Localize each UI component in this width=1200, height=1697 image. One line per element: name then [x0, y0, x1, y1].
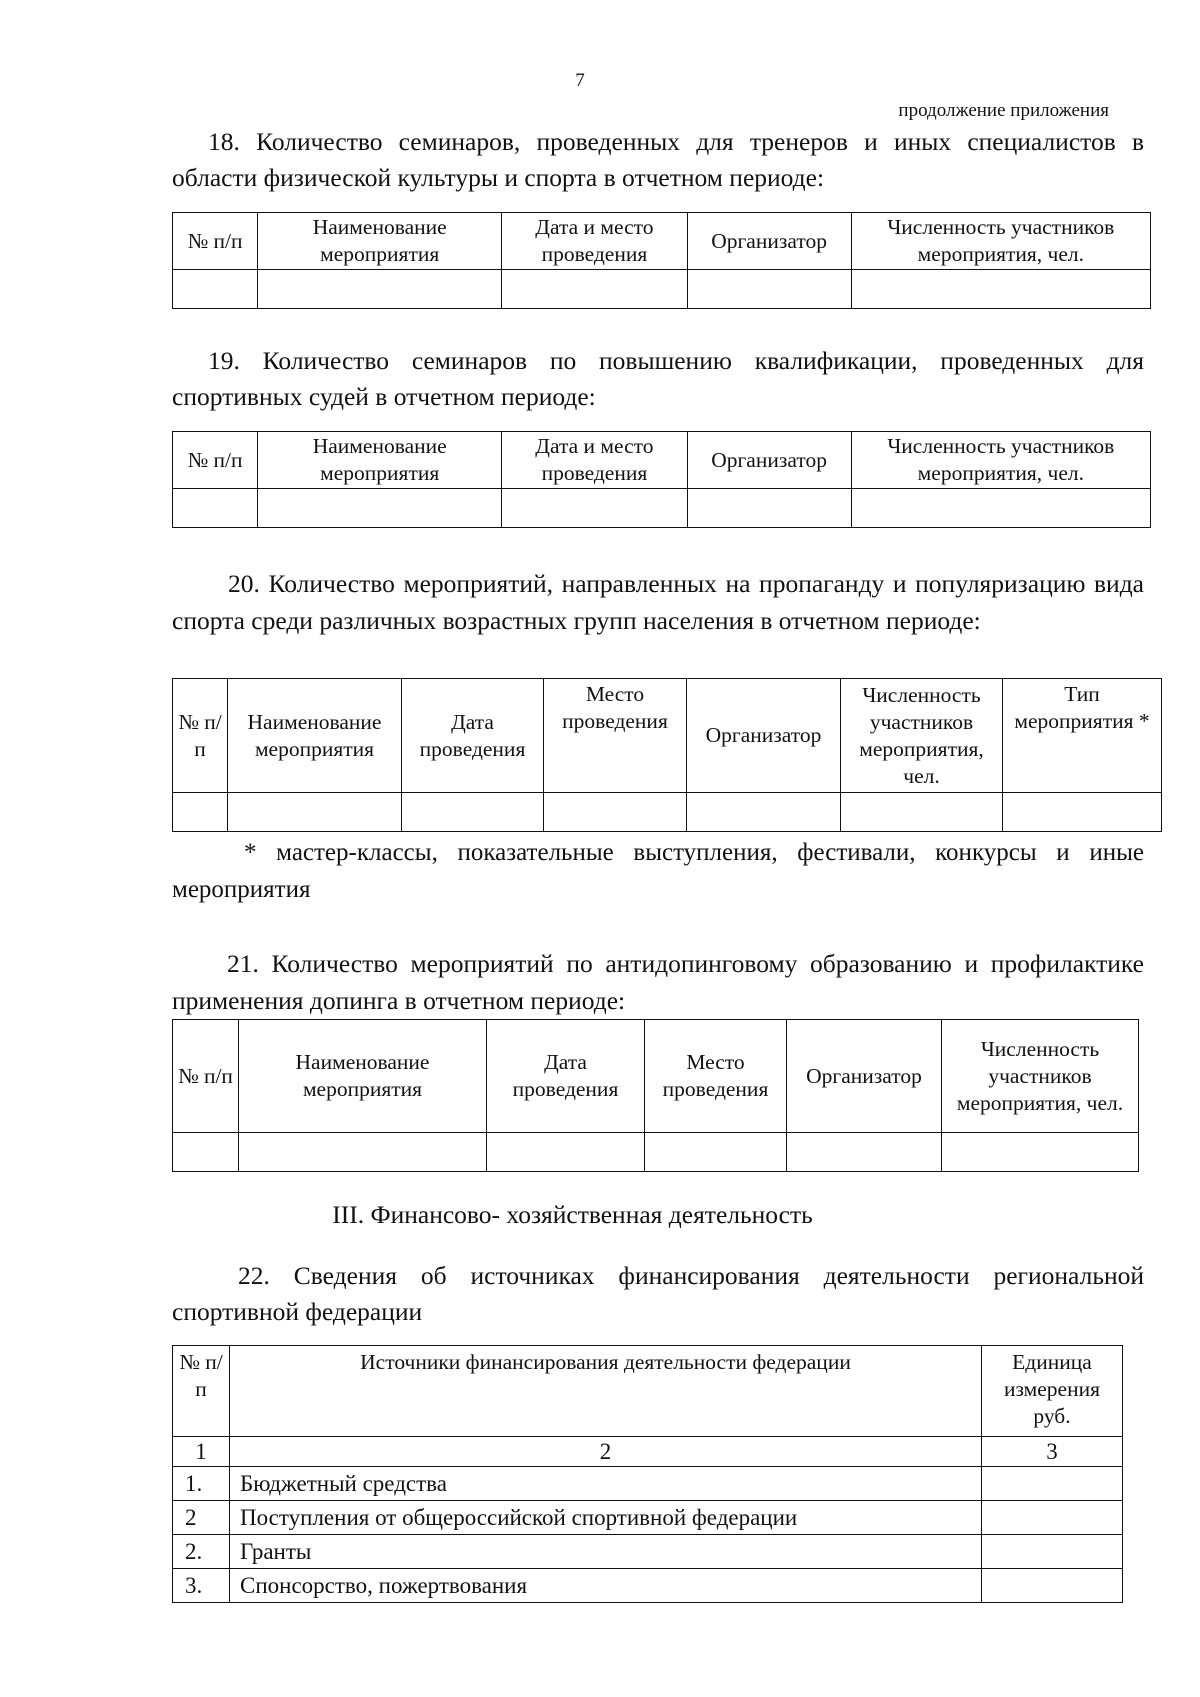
table-cell[interactable] — [228, 793, 402, 832]
section-20-footnote: * мастер-классы, показательные выступления, фестивали, конкурсы и иные мероприятия — [172, 839, 1144, 903]
table-22-header-source: Источники финансирования деятельности федерации — [230, 1346, 982, 1437]
section-18-text: 18. Количество семинаров, проведенных для тренеров и иных специалистов в области физической культуры и спорта в отчетном периоде: — [172, 127, 1144, 192]
table-row — [173, 270, 1151, 309]
table-cell[interactable] — [942, 1133, 1139, 1172]
table-20-header-num: № п/п — [173, 679, 228, 793]
section-22-text: 22. Сведения об источниках финансирования деятельности региональной спортивной федерации — [172, 1261, 1144, 1326]
row-number: 3. — [173, 1569, 230, 1603]
section-20-text: 20. Количество мероприятий, направленных на пропаганду и популяризацию вида спорта среди различных возрастных групп населения в отчетном периоде: — [172, 569, 1144, 635]
table-cell[interactable] — [258, 489, 502, 528]
table-21-header-num: № п/п — [173, 1020, 239, 1133]
table-row — [173, 1133, 1139, 1172]
table-22-colnum-2: 2 — [230, 1437, 982, 1467]
table-cell[interactable] — [502, 270, 687, 309]
table-22-header-unit: Единица измерения руб. — [982, 1346, 1123, 1437]
table-cell[interactable] — [258, 270, 502, 309]
table-21-header-date: Дата проведения — [487, 1020, 645, 1133]
table-22-colnum-1: 1 — [173, 1437, 230, 1467]
table-20-header-name: Наименование мероприятия — [228, 679, 402, 793]
table-cell[interactable] — [173, 793, 228, 832]
row-source: Спонсорство, пожертвования — [230, 1569, 982, 1603]
table-21-header-name: Наименование мероприятия — [239, 1020, 487, 1133]
table-cell[interactable] — [787, 1133, 942, 1172]
table-cell[interactable] — [502, 489, 687, 528]
table-19-header-organizer: Организатор — [687, 432, 851, 489]
table-20-header-type: Тип мероприятия * — [1003, 679, 1162, 793]
table-18 — [172, 212, 1151, 309]
table-22-header-num: № п/п — [173, 1346, 230, 1437]
table-cell[interactable] — [851, 270, 1150, 309]
row-value[interactable] — [982, 1501, 1123, 1535]
table-cell[interactable] — [487, 1133, 645, 1172]
table-cell[interactable] — [173, 1133, 239, 1172]
table-cell[interactable] — [239, 1133, 487, 1172]
table-cell[interactable] — [851, 489, 1150, 528]
table-cell[interactable] — [841, 793, 1003, 832]
table-row — [173, 1501, 1123, 1535]
table-row — [173, 1569, 1123, 1603]
row-value[interactable] — [982, 1467, 1123, 1501]
section-19-text: 19. Количество семинаров по повышению квалификации, проведенных для спортивных судей в отчетном периоде: — [172, 346, 1144, 411]
table-20-header-organizer: Организатор — [687, 679, 841, 793]
table-21-header-organizer: Организатор — [787, 1020, 942, 1133]
section-21-text: 21. Количество мероприятий по антидопинговому образованию и профилактике применения допинга в отчетном периоде: — [172, 949, 1144, 1015]
row-value[interactable] — [982, 1535, 1123, 1569]
table-19-header-date-place: Дата и место проведения — [502, 432, 687, 489]
table-21-header-place: Место проведения — [645, 1020, 787, 1133]
row-source: Поступления от общероссийской спортивной федерации — [230, 1501, 982, 1535]
table-20-header-place: Место проведения — [544, 679, 687, 793]
section-3-title: III. Финансово- хозяйственная деятельность — [332, 1200, 813, 1229]
table-18-header-name: Наименование мероприятия — [258, 213, 502, 270]
table-19-header-participants: Численность участников мероприятия, чел. — [851, 432, 1150, 489]
table-row — [173, 1535, 1123, 1569]
row-number: 1. — [173, 1467, 230, 1501]
table-19 — [172, 431, 1151, 528]
table-cell[interactable] — [544, 793, 687, 832]
table-19-header-num: № п/п — [173, 432, 258, 489]
table-cell[interactable] — [687, 270, 851, 309]
table-22 — [172, 1345, 1123, 1603]
page-number: 7 — [575, 70, 585, 91]
table-20-header-participants: Численность участников мероприятия, чел. — [841, 679, 1003, 793]
table-cell[interactable] — [687, 489, 851, 528]
table-18-header-organizer: Организатор — [687, 213, 851, 270]
table-cell[interactable] — [645, 1133, 787, 1172]
table-cell[interactable] — [173, 489, 258, 528]
table-row — [173, 1467, 1123, 1501]
table-cell[interactable] — [687, 793, 841, 832]
table-18-header-date-place: Дата и место проведения — [502, 213, 687, 270]
table-22-colnum-3: 3 — [982, 1437, 1123, 1467]
row-source: Гранты — [230, 1535, 982, 1569]
row-value[interactable] — [982, 1569, 1123, 1603]
row-number: 2 — [173, 1501, 230, 1535]
table-20-header-date: Дата проведения — [402, 679, 544, 793]
table-cell[interactable] — [402, 793, 544, 832]
continuation-label: продолжение приложения — [898, 100, 1109, 121]
table-cell[interactable] — [173, 270, 258, 309]
row-number: 2. — [173, 1535, 230, 1569]
table-18-header-participants: Численность участников мероприятия, чел. — [851, 213, 1150, 270]
table-row — [173, 489, 1151, 528]
table-21-header-participants: Численность участников мероприятия, чел. — [942, 1020, 1139, 1133]
table-21 — [172, 1019, 1139, 1172]
table-18-header-num: № п/п — [173, 213, 258, 270]
table-19-header-name: Наименование мероприятия — [258, 432, 502, 489]
row-source: Бюджетный средства — [230, 1467, 982, 1501]
table-row — [173, 793, 1162, 832]
table-20 — [172, 678, 1162, 832]
table-cell[interactable] — [1003, 793, 1162, 832]
